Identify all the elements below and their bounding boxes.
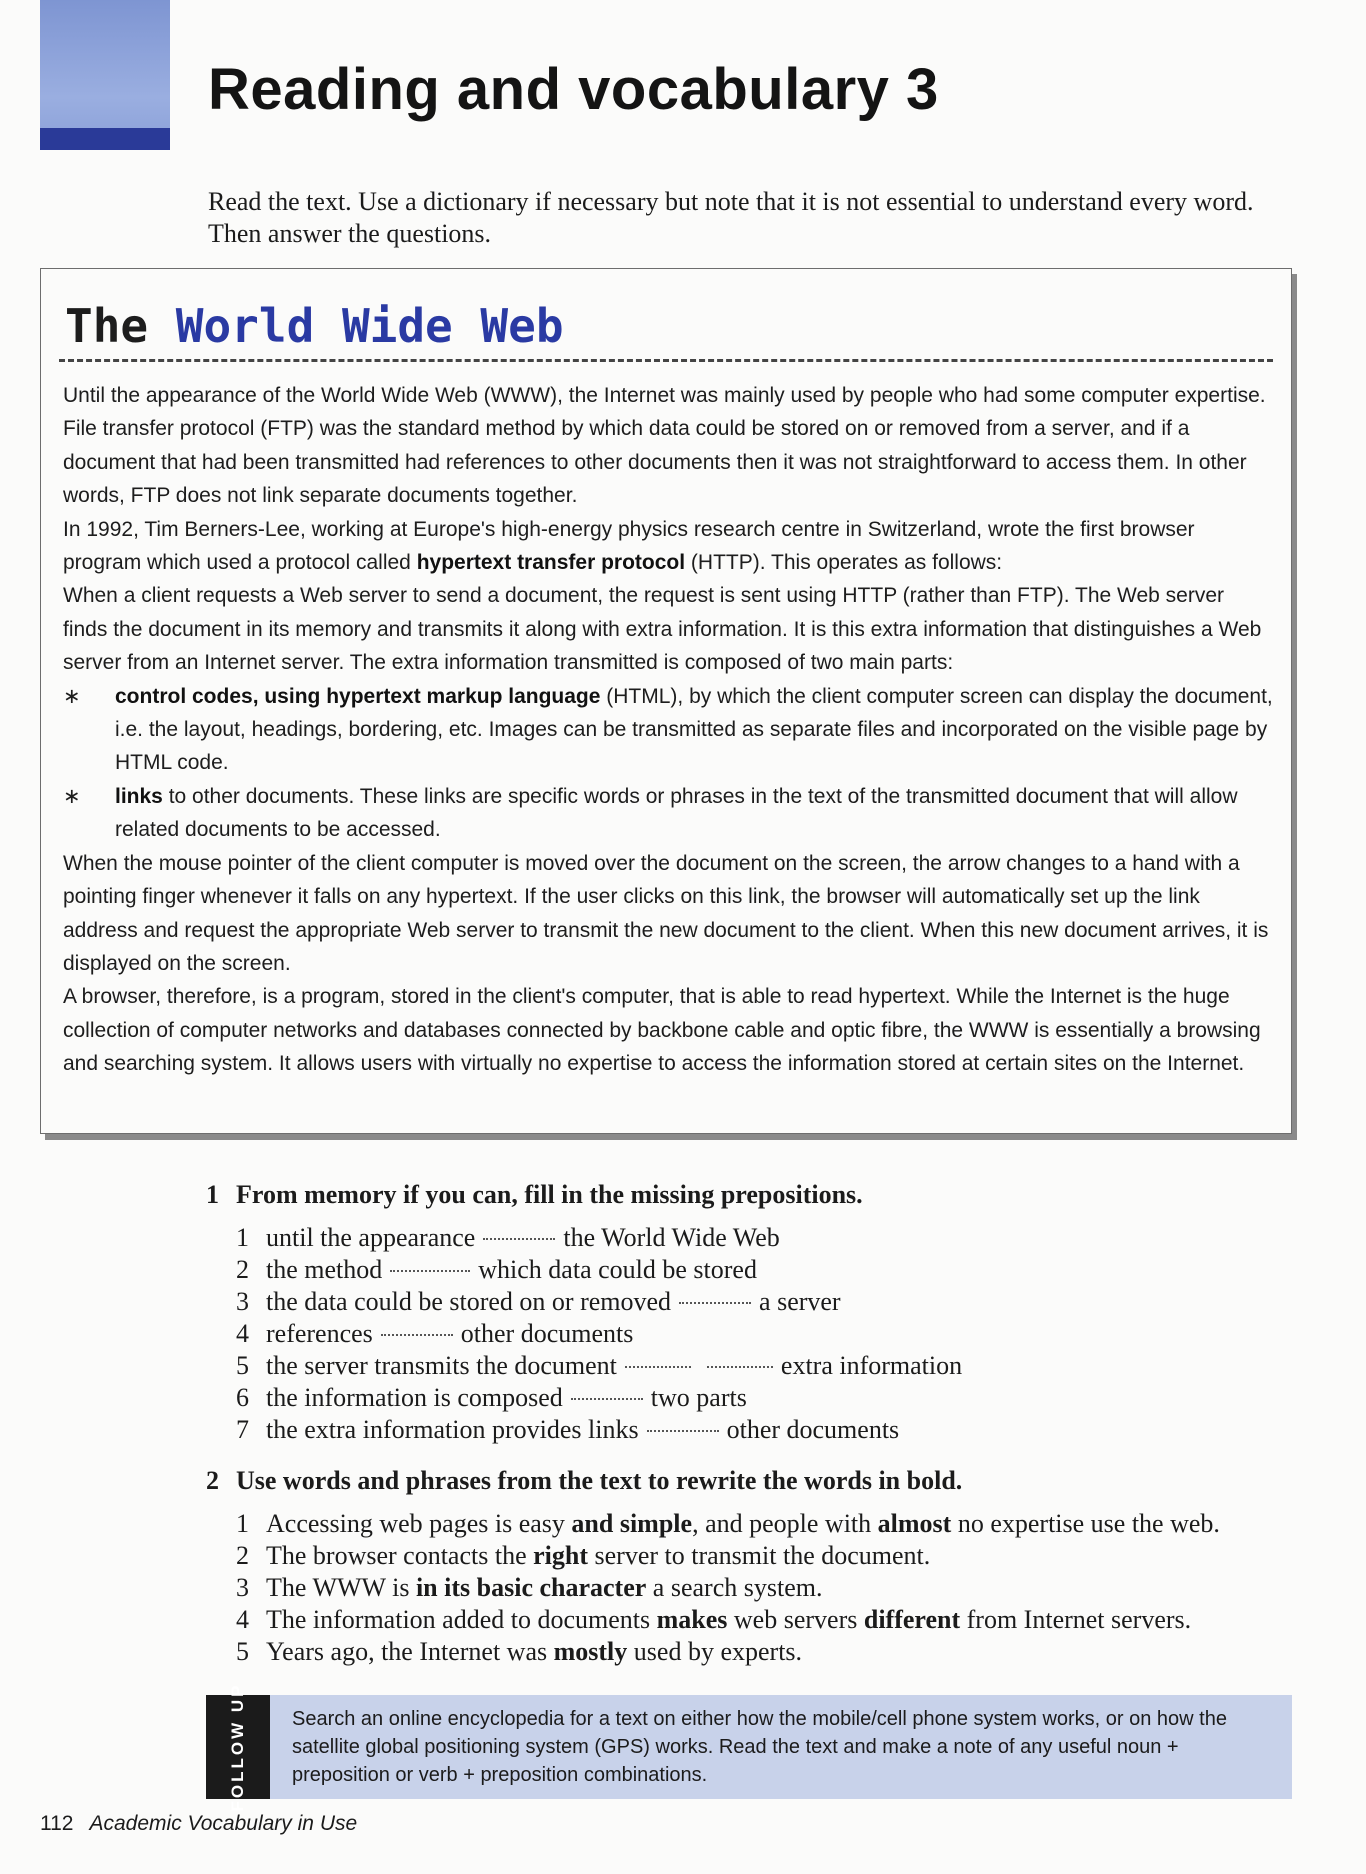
article-box <box>40 268 1292 1134</box>
key-term-http: hypertext transfer protocol <box>416 551 686 575</box>
exercise-number: 1 <box>206 1180 219 1209</box>
exercise-1-heading <box>206 1178 1306 1212</box>
exercise-2-item <box>206 1604 1326 1636</box>
article-paragraph-1: Until the appearance of the World Wide Web (WWW), the Internet was mainly used by people who had some computer expertise. File transfer protocol (FTP) was the standard method by which data could be stored on or removed from a server, and if a document that had been transmitted had references to other documents then it was not straightforward to access them. In other words, FTP does not link separate documents together. <box>63 384 1266 508</box>
article-paragraph-3: When a client requests a Web server to send a document, the request is sent using HTTP (rather than FTP). The Web server finds the document in its memory and transmits it along with extra information. It is this extra information that distinguishes a Web server from an Internet server. The extra information transmitted is composed of two main parts: <box>63 584 1262 675</box>
item-number: 3 <box>236 1287 249 1316</box>
exercise-1 <box>206 1178 1306 1446</box>
exercise-1-item <box>206 1222 1306 1254</box>
article-paragraph-5: A browser, therefore, is a program, stored in the client's computer, that is able to read hypertext. While the Internet is the huge collection of computer networks and databases connected by backbone cable and optic fibre, the WWW is essentially a browsing and searching system. It allows users with virtually no expertise to access the information stored at certain sites on the Internet. <box>63 985 1261 1076</box>
answer-blank[interactable] <box>571 1396 643 1400</box>
item-text: used by experts. <box>627 1637 803 1666</box>
item-text: the World Wide Web <box>563 1223 780 1252</box>
item-number: 6 <box>236 1383 249 1412</box>
exercise-number: 2 <box>206 1466 219 1495</box>
item-number: 5 <box>236 1351 249 1380</box>
bold-phrase: mostly <box>553 1637 628 1666</box>
item-number: 2 <box>236 1255 249 1284</box>
answer-blank[interactable] <box>381 1332 453 1336</box>
exercise-2-item <box>206 1508 1326 1540</box>
exercise-2-item <box>206 1636 1326 1668</box>
bold-phrase: in its basic character <box>415 1573 647 1602</box>
page-title: Reading and vocabulary 3 <box>208 57 939 122</box>
item-text: other documents <box>726 1415 900 1444</box>
follow-up-box <box>206 1682 1292 1812</box>
bullet-item-control-codes <box>63 680 1273 780</box>
item-text: server to transmit the document. <box>588 1541 931 1570</box>
item-text: web servers <box>727 1605 864 1634</box>
article-title <box>65 299 564 353</box>
key-term-links: links <box>115 784 163 808</box>
item-number: 2 <box>236 1541 249 1570</box>
item-text: the data could be stored on or removed <box>266 1287 672 1316</box>
item-text: The information added to documents <box>266 1605 657 1634</box>
article-text: to other documents. These links are specific words or phrases in the text of the transmitted document that will allow related documents to be accessed. <box>115 784 1238 842</box>
item-number: 4 <box>236 1605 249 1634</box>
item-number: 1 <box>236 1509 249 1538</box>
exercise-1-item <box>206 1382 1306 1414</box>
item-text: extra information <box>780 1351 963 1380</box>
item-text: no expertise use the web. <box>951 1509 1220 1538</box>
follow-up-tab <box>206 1682 270 1812</box>
article-body <box>63 379 1273 1081</box>
exercise-1-item <box>206 1318 1306 1350</box>
article-paragraph-4: When the mouse pointer of the client computer is moved over the document on the screen, the arrow changes to a hand with a pointing finger whenever it falls on any hypertext. If the user clicks on this link, the browser will automatically set up the link address and request the appropriate Web server to transmit the new document to the client. When this new document arrives, it is displayed on the screen. <box>63 851 1269 975</box>
item-text: The WWW is <box>266 1573 416 1602</box>
exercise-heading-text: Use words and phrases from the text to rewrite the words in bold. <box>236 1466 963 1495</box>
item-text: references <box>266 1319 373 1348</box>
article-text: (HTML), by which the client computer screen can display the document, i.e. the layout, headings, bordering, etc. Images can be transmitted as separate files and incorporated on the visible page by HTML code. <box>115 684 1273 775</box>
item-number: 1 <box>236 1223 249 1252</box>
item-text: two parts <box>650 1383 747 1412</box>
bullet-item-links <box>63 780 1273 847</box>
exercise-1-item <box>206 1414 1306 1446</box>
bullet-star-icon: ∗ <box>63 684 81 708</box>
key-term-html: control codes, using hypertext markup language <box>115 684 601 708</box>
item-text: Years ago, the Internet was <box>266 1637 554 1666</box>
article-text: (HTTP). This operates as follows: <box>685 551 1003 575</box>
exercise-2 <box>206 1464 1326 1668</box>
answer-blank[interactable] <box>483 1236 555 1240</box>
exercise-1-item <box>206 1286 1306 1318</box>
article-text: In 1992, Tim Berners-Lee, working at Europe's high-energy physics research centre in Switzerland, wrote the first browser program which used a protocol called <box>63 517 1195 575</box>
exercise-2-item <box>206 1572 1326 1604</box>
item-number: 7 <box>236 1415 249 1444</box>
item-text: which data could be stored <box>478 1255 757 1284</box>
instructions: Read the text. Use a dictionary if necessary but note that it is not essential to understand every word. Then answer the questions. <box>208 187 1254 248</box>
page-number: 112 <box>40 1812 74 1835</box>
article-title-the: The <box>65 299 149 353</box>
item-number: 5 <box>236 1637 249 1666</box>
exercise-1-item <box>206 1350 1306 1382</box>
exercise-2-item <box>206 1540 1326 1572</box>
follow-up-text: Search an online encyclopedia for a text on either how the mobile/cell phone system works, or on how the satellite global positioning system (GPS) works. Read the text and make a note of any useful noun + preposition or verb + preposition combinations. <box>292 1708 1227 1786</box>
bold-phrase: almost <box>877 1509 952 1538</box>
book-title: Academic Vocabulary in Use <box>89 1812 358 1835</box>
page-footer <box>40 1812 357 1836</box>
item-text: the server transmits the document <box>266 1351 617 1380</box>
exercise-heading-text: From memory if you can, fill in the missing prepositions. <box>236 1180 863 1209</box>
header-accent-bar <box>40 128 170 150</box>
bold-phrase: different <box>863 1605 961 1634</box>
bold-phrase: makes <box>656 1605 728 1634</box>
answer-blank[interactable] <box>707 1364 773 1368</box>
item-text: the extra information provides links <box>266 1415 639 1444</box>
item-text: a search system. <box>646 1573 823 1602</box>
article-paragraph-2 <box>63 513 1273 580</box>
exercise-1-item <box>206 1254 1306 1286</box>
item-text: the method <box>266 1255 383 1284</box>
bullet-star-icon: ∗ <box>63 784 81 808</box>
dashed-divider <box>59 359 1273 362</box>
item-number: 3 <box>236 1573 249 1602</box>
exercise-2-heading <box>206 1464 1326 1498</box>
bold-phrase: and simple <box>571 1509 693 1538</box>
bold-phrase: right <box>533 1541 589 1570</box>
item-number: 4 <box>236 1319 249 1348</box>
item-text: from Internet servers. <box>960 1605 1192 1634</box>
answer-blank[interactable] <box>647 1428 719 1432</box>
item-text: the information is composed <box>266 1383 563 1412</box>
item-text: , and people with <box>692 1509 878 1538</box>
item-text: The browser contacts the <box>266 1541 534 1570</box>
answer-blank[interactable] <box>390 1268 470 1272</box>
answer-blank[interactable] <box>625 1364 691 1368</box>
follow-up-label: FOLLOW UP <box>228 1682 247 1812</box>
item-text: Accessing web pages is easy <box>266 1509 572 1538</box>
answer-blank[interactable] <box>679 1300 751 1304</box>
item-text: until the appearance <box>266 1223 476 1252</box>
item-text: other documents <box>460 1319 634 1348</box>
article-title-main: World Wide Web <box>175 299 564 353</box>
item-text: a server <box>759 1287 841 1316</box>
